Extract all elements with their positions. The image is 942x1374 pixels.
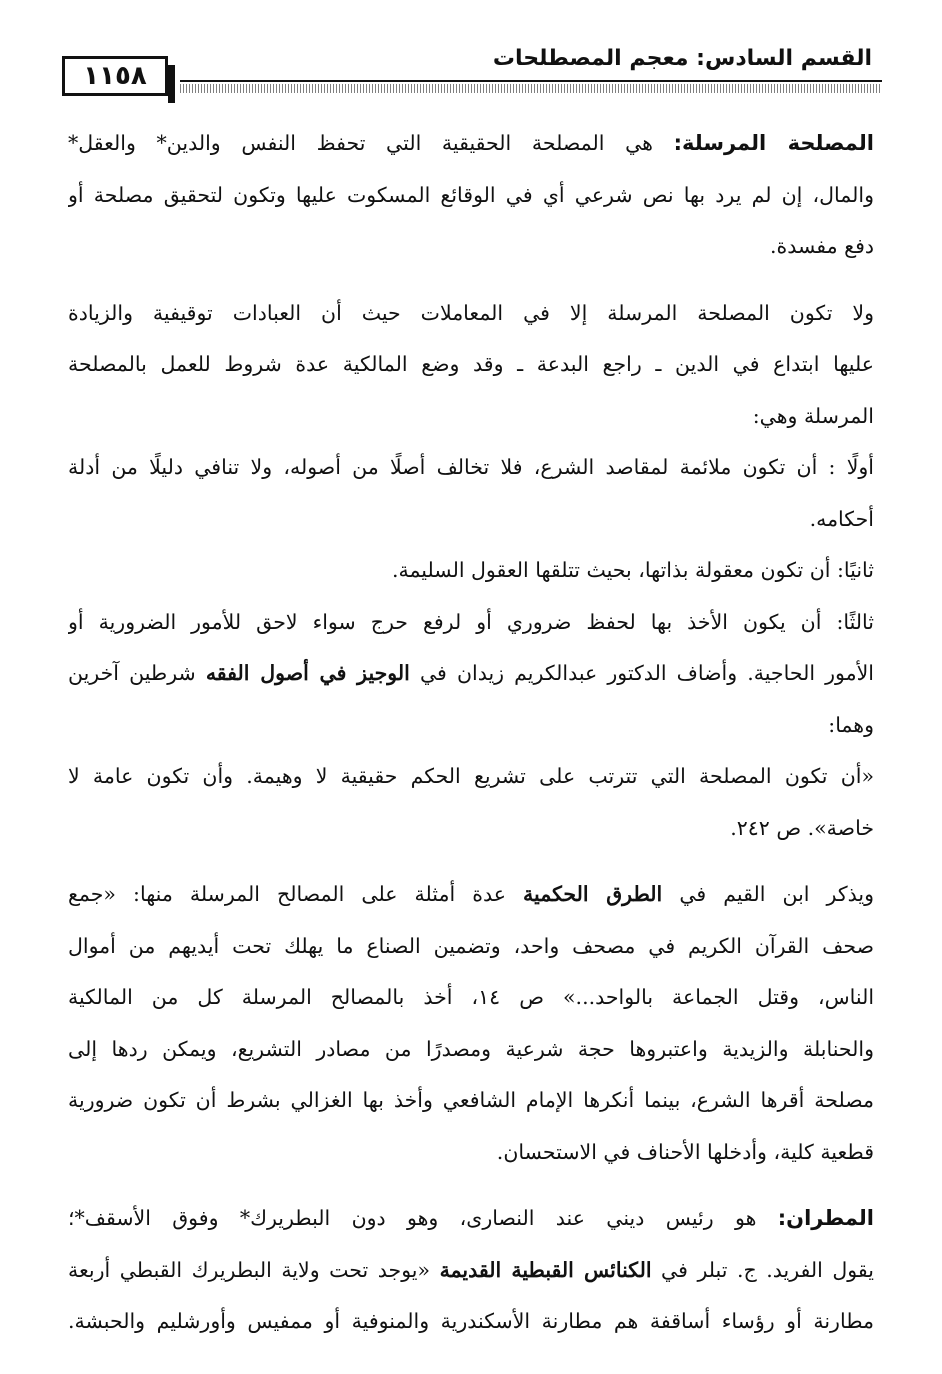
page-body xyxy=(68,118,874,1348)
text-line: مصلحة أقرها الشرع، بينما أنكرها الإمام الشافعي وأخذ بها الغزالي بشرط أن تكون ضرورية xyxy=(68,1088,874,1112)
text-line: دفع مفسدة. xyxy=(769,234,874,258)
text-span: ويذكر ابن القيم في xyxy=(679,882,874,906)
condition-line: ثالثًا: أن يكون الأخذ بها لحفظ ضروري أو لرفع حرج سواء لاحق للأمور الضرورية أو xyxy=(68,609,874,634)
term-heading: المصلحة المرسلة: xyxy=(673,131,874,155)
text-line xyxy=(68,648,874,700)
quote-line: «أن تكون المصلحة التي تترتب على تشريع الحكم حقيقية لا وهيمة. وأن تكون عامة لا xyxy=(68,764,874,788)
text-line xyxy=(68,1193,874,1245)
condition-line: ثانيًا: أن تكون معقولة بذاتها، بحيث تتلقها العقول السليمة. xyxy=(391,558,874,582)
text-line: والحنابلة والزيدية واعتبروها حجة شرعية ومصدرًا من مصادر التشريع، ويمكن ردها إلى xyxy=(68,1036,874,1061)
text-line: ولا تكون المصلحة المرسلة إلا في المعاملات حيث أن العبادات توقيفية والزيادة xyxy=(68,300,874,325)
text-span: شرطين آخرين xyxy=(68,661,196,685)
quote-line: خاصة». ص ٢٤٢. xyxy=(730,815,874,840)
text-span: هي المصلحة الحقيقية التي تحفظ النفس والدين* والعقل* xyxy=(68,131,653,155)
condition-line: أحكامه. xyxy=(809,506,874,531)
text-line xyxy=(68,1245,874,1297)
book-title: الكنائس القبطية القديمة xyxy=(439,1257,652,1282)
text-line: صحف القرآن الكريم في مصحف واحد، وتضمين الصناع ما يهلك تحت أيديهم من أموال xyxy=(68,933,874,958)
text-line: المرسلة وهي: xyxy=(752,403,874,428)
paragraph-gap xyxy=(68,273,874,288)
paragraph-gap xyxy=(68,854,874,869)
text-line: والمال، إن لم يرد بها نص شرعي أي في الوقائع المسكوت عليها وتكون لتحقيق مصلحة أو xyxy=(68,182,874,207)
term-heading: المطران: xyxy=(777,1206,874,1230)
header-rule-pattern xyxy=(180,84,882,93)
text-line: قطعية كلية، وأدخلها الأحناف في الاستحسان. xyxy=(496,1139,874,1164)
header-rule xyxy=(180,80,882,82)
text-span: هو رئيس ديني عند النصارى، وهو دون البطريرك* وفوق الأسقف*؛ xyxy=(68,1206,757,1230)
page-number: ١١٥٨ xyxy=(62,56,168,96)
text-line: وهما: xyxy=(828,712,874,737)
book-title: الطرق الحكمية xyxy=(523,882,663,906)
paragraph-gap xyxy=(68,1178,874,1193)
text-span: الأمور الحاجية. وأضاف الدكتور عبدالكريم زيدان في xyxy=(419,661,874,685)
book-title: الوجيز في أصول الفقه xyxy=(205,661,410,685)
text-span: «يوجد تحت ولاية البطريرك القبطي أربعة xyxy=(68,1257,431,1282)
text-line: الناس، وقتل الجماعة بالواحد...» ص ١٤، أخذ بالمصالح المرسلة كل من المالكية xyxy=(68,985,874,1009)
condition-line: أولًا : أن تكون ملائمة لمقاصد الشرع، فلا تخالف أصلًا من أصوله، ولا تنافي دليلًا من أدلة xyxy=(68,455,874,479)
text-span: عدة أمثلة على المصالح المرسلة منها: «جمع xyxy=(68,882,506,906)
page-header xyxy=(62,40,882,104)
text-line: عليها ابتداع في الدين ـ راجع البدعة ـ وقد وضع المالكية عدة شروط للعمل بالمصلحة xyxy=(68,352,874,376)
text-line xyxy=(68,118,874,170)
section-title: القسم السادس: معجم المصطلحات xyxy=(492,46,872,71)
text-line xyxy=(68,869,874,921)
text-line: مطارنة أو رؤساء أساقفة هم مطارنة الأسكندرية والمنوفية أو ممفيس وأورشليم والحبشة. xyxy=(68,1309,874,1333)
text-span: يقول الفريد. ج. تبلر في xyxy=(661,1257,874,1282)
